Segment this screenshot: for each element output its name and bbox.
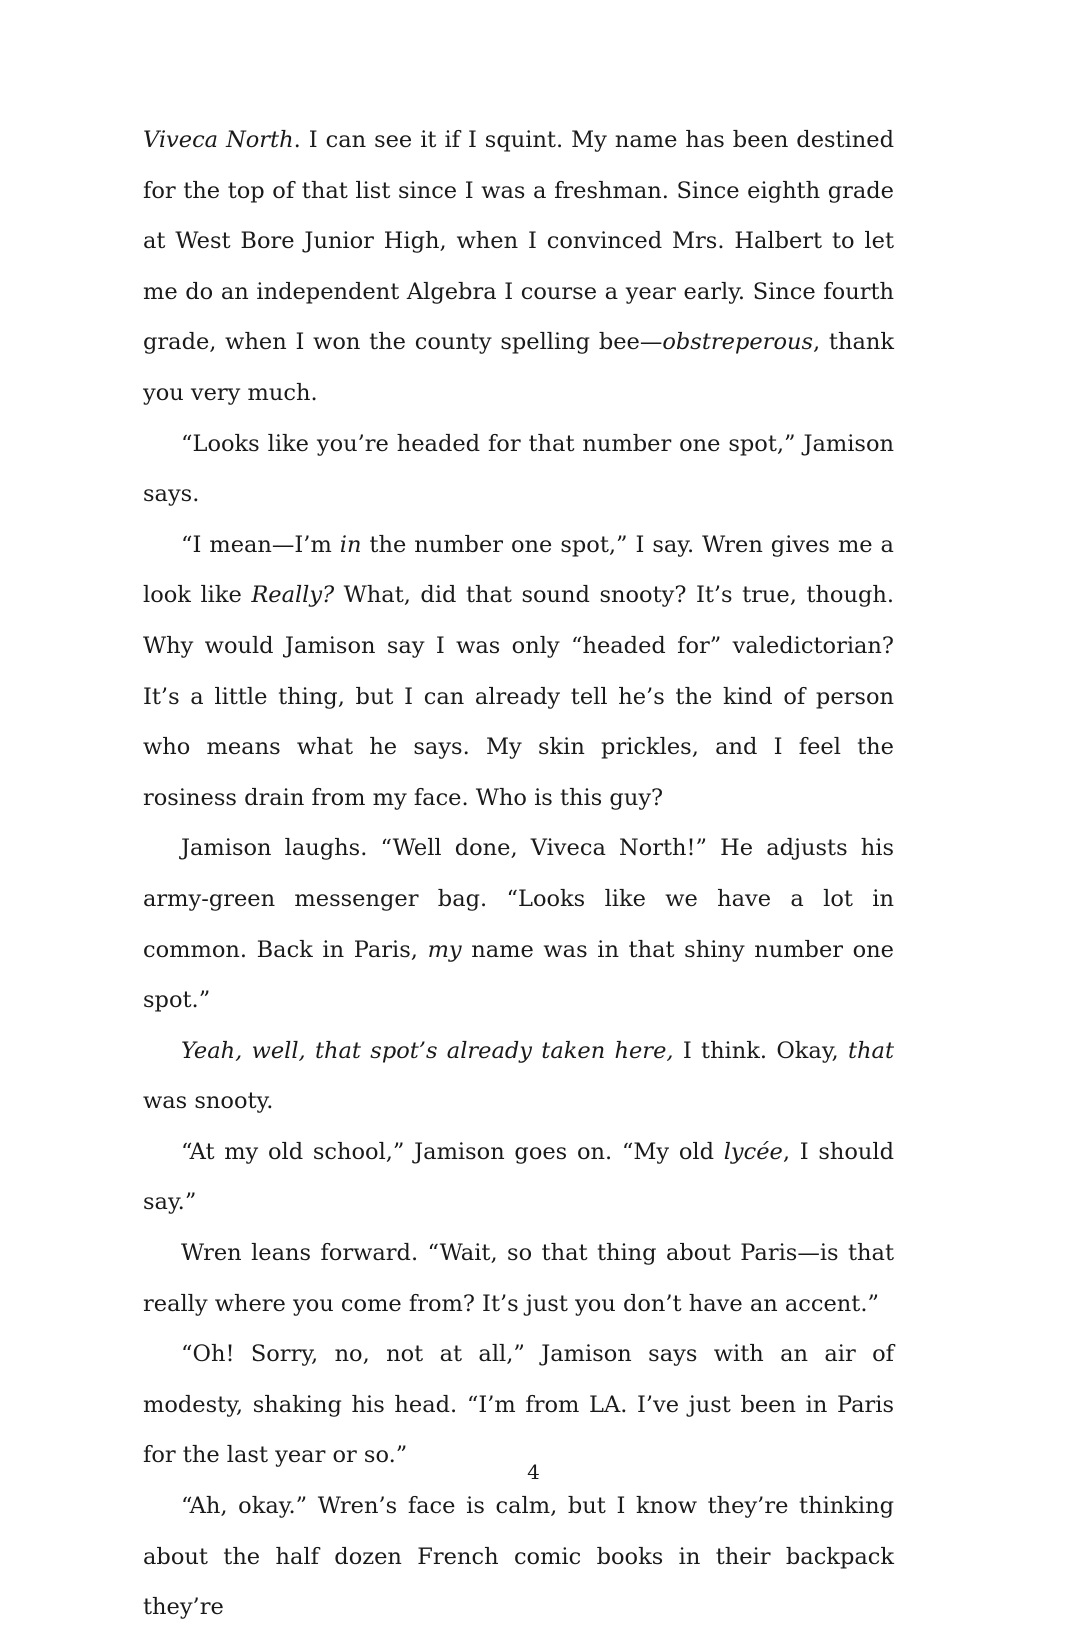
text-segment: the number one spot,” I say. Wren gives me a look like	[143, 531, 894, 609]
text-segment: “Ah, okay.” Wren’s face is calm, but I know they’re thinking about the half dozen French comic books in their backpack they’re	[143, 1493, 894, 1621]
italic-text-segment: lycée	[723, 1138, 783, 1165]
text-segment: , I should say.”	[143, 1138, 894, 1216]
paragraph	[143, 1127, 894, 1228]
text-segment: Wren leans forward. “Wait, so that thing about Paris—is that really where you come from? It’s just you don’t have an accent.”	[143, 1240, 894, 1317]
page-number: 4	[527, 1460, 540, 1484]
italic-text-segment: Viveca North	[143, 127, 294, 153]
text-segment: What, did that sound snooty? It’s true, though. Why would Jamison say I was only “headed for” valedictorian? It’s a little thing, but I can already tell he’s the kind of person who means what he says. My skin prickles, and I feel the rosiness drain from my face. Who is this guy?	[143, 582, 894, 811]
text-segment: Jamison laughs. “Well done, Viveca North!” He adjusts his army-green messenger bag. “Looks like we have a lot in common. Back in Paris,	[143, 835, 894, 963]
italic-text-segment: my	[427, 936, 462, 963]
text-segment: . I can see it if I squint. My name has been destined for the top of that list since I was a freshman. Since eighth grade at West Bore Junior High, when I convinced Mrs. Halbert to let me do an independent Algebra I course a year early. Since fourth grade, when I won the county spelling bee—	[143, 127, 895, 356]
text-segment: “I mean—I’m	[181, 531, 340, 558]
text-segment: I think. Okay,	[673, 1037, 848, 1064]
paragraph	[143, 115, 894, 419]
paragraph	[143, 520, 894, 824]
italic-text-segment: in	[339, 531, 362, 558]
italic-text-segment: Yeah, well, that spot’s already taken here,	[181, 1037, 674, 1064]
italic-text-segment: obstreperous	[662, 329, 814, 356]
italic-text-segment: Really?	[251, 582, 335, 609]
paragraph	[143, 1481, 894, 1633]
body-text	[143, 115, 894, 1633]
paragraph	[143, 419, 894, 520]
italic-text-segment: that	[848, 1037, 894, 1064]
paragraph	[143, 1228, 894, 1329]
text-segment: , thank you very much.	[143, 329, 894, 406]
text-segment: name was in that shiny number one spot.”	[143, 936, 894, 1014]
text-segment: was snooty.	[143, 1088, 274, 1115]
text-segment: “Oh! Sorry, no, not at all,” Jamison says with an air of modesty, shaking his head. “I’m from LA. I’ve just been in Paris for the last year or so.”	[143, 1341, 894, 1469]
paragraph	[143, 823, 894, 1025]
text-segment: “At my old school,” Jamison goes on. “My old	[181, 1138, 724, 1165]
text-segment: “Looks like you’re headed for that number one spot,” Jamison says.	[143, 430, 894, 508]
paragraph	[143, 1026, 894, 1127]
